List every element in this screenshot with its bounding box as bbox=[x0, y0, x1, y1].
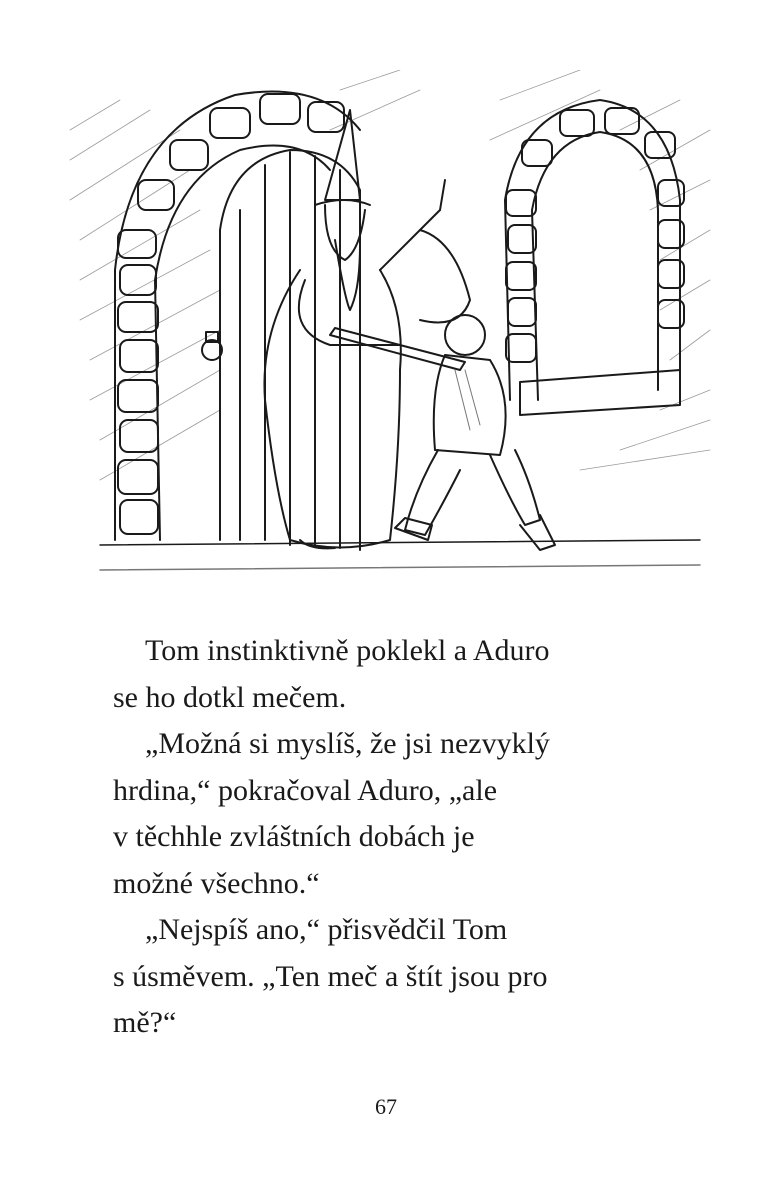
illustration-wizard-knighting-boy bbox=[60, 70, 720, 600]
text-line: Tom instinktivně poklekl a Aduro bbox=[145, 634, 550, 667]
text-line: možné všechno.“ bbox=[113, 866, 320, 900]
text-line: mě?“ bbox=[113, 1006, 177, 1039]
left-stone-arch bbox=[115, 92, 360, 540]
wall-hatching bbox=[70, 70, 710, 480]
right-window-arch bbox=[505, 100, 684, 415]
wooden-door bbox=[202, 150, 360, 550]
story-text bbox=[113, 628, 673, 1047]
floor bbox=[100, 540, 700, 570]
text-line: v těchhle zvláštních dobách je bbox=[113, 820, 475, 853]
text-line: „Možná si myslíš, že jsi nezvyklý bbox=[145, 727, 550, 760]
text-line: s úsměvem. „Ten meč a štít jsou pro bbox=[113, 959, 548, 993]
text-line: se ho dotkl mečem. bbox=[113, 680, 347, 714]
text-line: „Nejspíš ano,“ přisvědčil Tom bbox=[145, 913, 508, 946]
wizard-figure bbox=[264, 110, 470, 548]
page-number: 67 bbox=[375, 1094, 397, 1119]
text-line: hrdina,“ pokračoval Aduro, „ale bbox=[113, 773, 498, 807]
